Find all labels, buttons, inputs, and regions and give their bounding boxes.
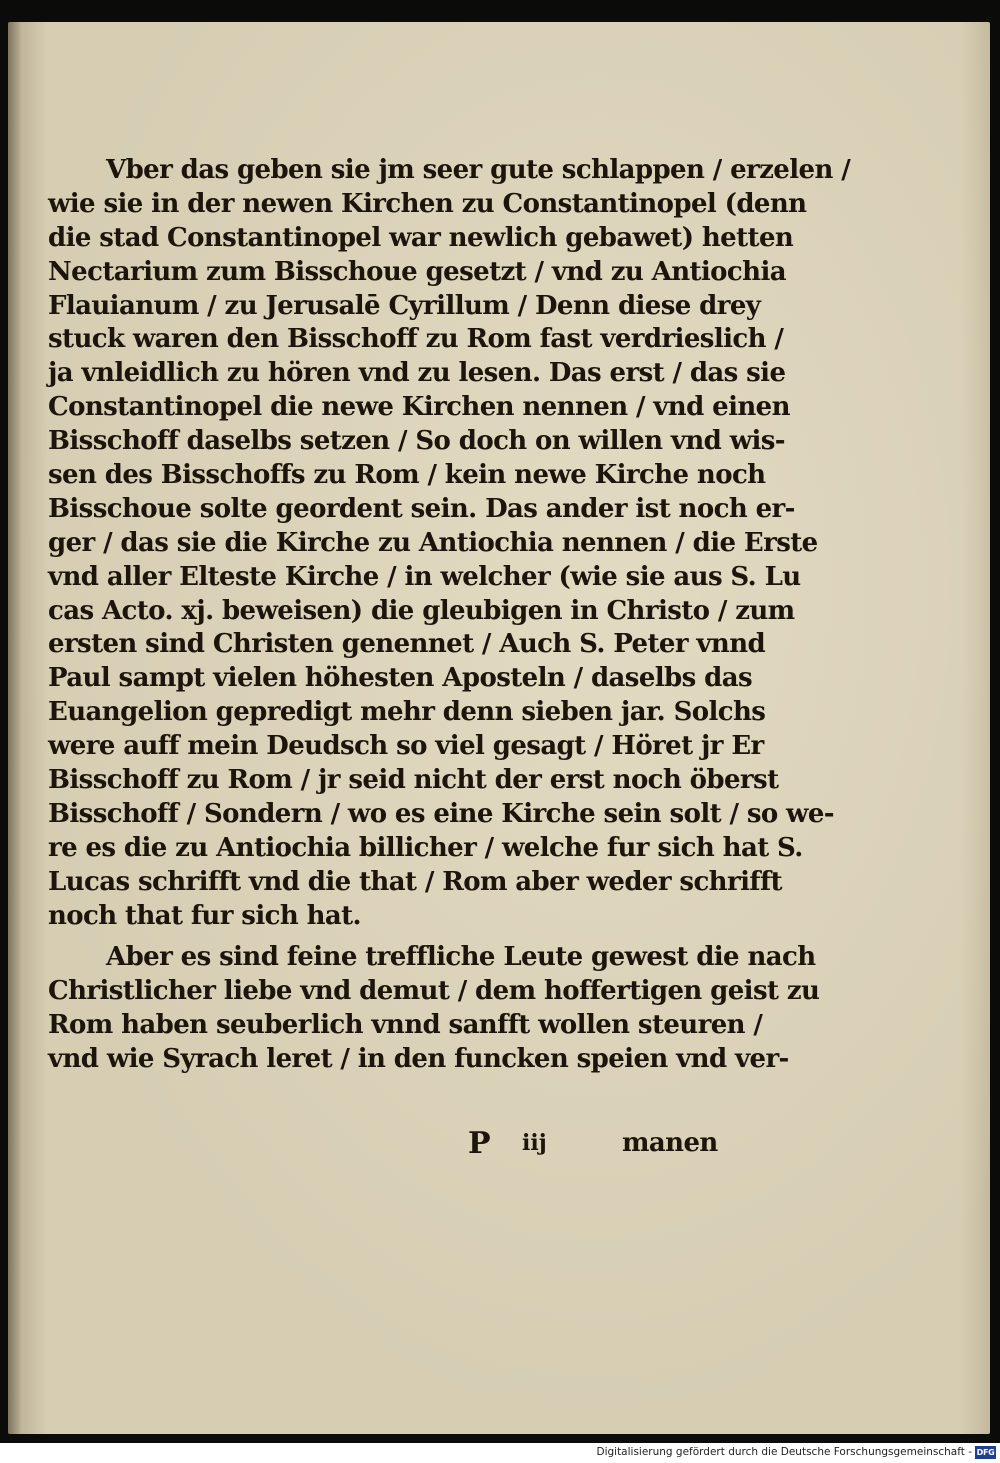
text-line: ger / das sie die Kirche zu Antiochia nennen / die Erste xyxy=(48,527,818,558)
text-line: Paul sampt vielen höhesten Aposteln / daselbs das xyxy=(48,663,752,694)
text-line: vnd aller Elteste Kirche / in welcher (wie sie aus S. Lu xyxy=(48,561,801,592)
text-line: Rom haben seuberlich vnnd sanfft wollen steuren / xyxy=(48,1010,763,1041)
page-footer xyxy=(8,1126,990,1162)
text-line: were auff mein Deudsch so viel gesagt / Höret jr Er xyxy=(48,731,764,762)
text-line: cas Acto. xj. beweisen) die gleubigen in Christo / zum xyxy=(48,595,795,626)
text-line: Vber das geben sie jm seer gute schlappen / erzelen / xyxy=(106,155,851,185)
text-line: Bisschoff / Sondern / wo es eine Kirche sein solt / so we- xyxy=(48,798,834,829)
text-line: Aber es sind feine treffliche Leute gewest die nach xyxy=(106,942,816,973)
signature-number: iij xyxy=(522,1130,547,1156)
text-line: stuck waren den Bisschoff zu Rom fast verdrieslich / xyxy=(48,324,784,355)
text-line: Flauianum / zu Jerusalē Cyrillum / Denn diese drey xyxy=(48,290,761,321)
text-line: Nectarium zum Bisschoue gesetzt / vnd zu Antiochia xyxy=(48,256,786,287)
text-line: Constantinopel die newe Kirchen nennen / vnd einen xyxy=(48,392,790,423)
credit-bar xyxy=(0,1443,1000,1463)
body-text xyxy=(48,154,851,1077)
funding-credit: Digitalisierung gefördert durch die Deutsche Forschungsgemeinschaft - xyxy=(596,1446,972,1458)
gutter-shadow xyxy=(8,22,22,1434)
text-line: Bisschoff zu Rom / jr seid nicht der erst noch öberst xyxy=(48,765,779,796)
text-line: sen des Bisschoffs zu Rom / kein newe Kirche noch xyxy=(48,460,766,491)
paragraph-gap xyxy=(48,933,748,941)
text-line: die stad Constantinopel war newlich gebawet) hetten xyxy=(48,222,794,253)
dfg-logo-icon: DFG xyxy=(976,1448,995,1457)
text-line: Bisschoff daselbs setzen / So doch on willen vnd wis- xyxy=(48,426,785,457)
text-line: vnd wie Syrach leret / in den funcken speien vnd ver- xyxy=(48,1044,789,1075)
text-line: ersten sind Christen genennet / Auch S. Peter vnnd xyxy=(48,629,766,660)
signature-mark: P xyxy=(468,1126,491,1161)
text-line: Bisschoue solte geordent sein. Das ander ist noch er- xyxy=(48,493,795,524)
text-line: ja vnleidlich zu hören vnd zu lesen. Das erst / das sie xyxy=(48,358,786,389)
text-line: Lucas schrifft vnd die that / Rom aber weder schrifft xyxy=(48,866,782,897)
text-line: wie sie in der newen Kirchen zu Constantinopel (denn xyxy=(48,188,807,219)
text-line: Christlicher liebe vnd demut / dem hoffertigen geist zu xyxy=(48,976,820,1007)
catchword: manen xyxy=(622,1128,718,1158)
text-line: re es die zu Antiochia billicher / welche fur sich hat S. xyxy=(48,832,803,863)
text-line: noch that fur sich hat. xyxy=(48,900,362,931)
text-line: Euangelion gepredigt mehr denn sieben jar. Solchs xyxy=(48,697,766,728)
book-page xyxy=(8,22,990,1434)
